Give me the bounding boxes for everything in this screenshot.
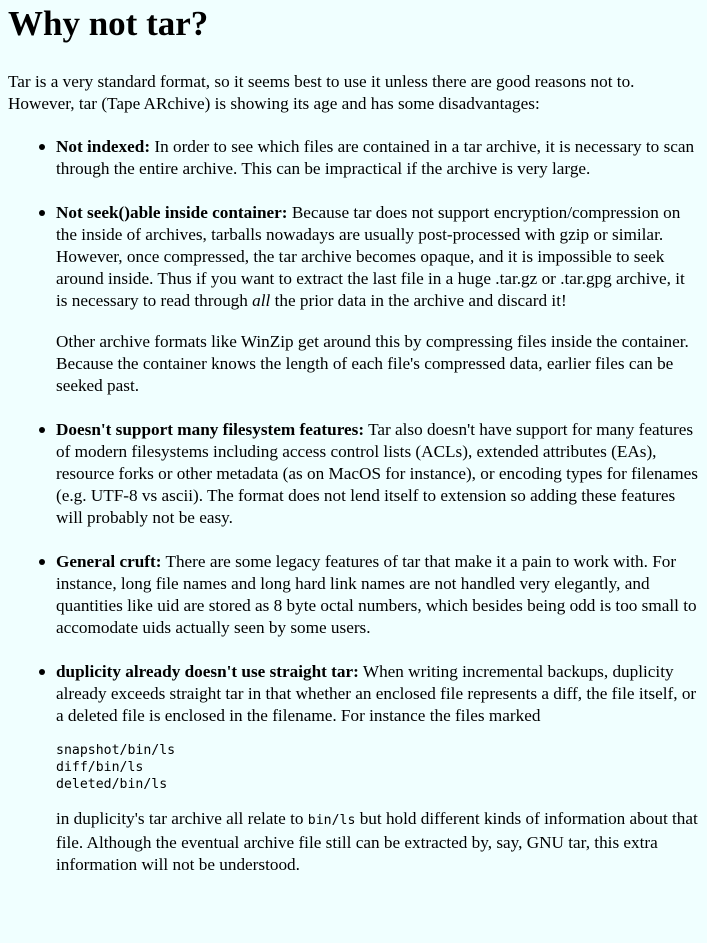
- item-after-code-paragraph: [56, 808, 699, 876]
- item-heading: Not indexed:: [56, 137, 151, 156]
- item-emphasis: all: [252, 291, 271, 310]
- item-heading: Not seek()able inside container:: [56, 203, 288, 222]
- item-text-continued: but hold different kinds of information about that file. Although the eventual archive file still can be extracted by, say, GNU tar, this extra information will not be understood.: [56, 809, 698, 874]
- code-block: snapshot/bin/ls diff/bin/ls deleted/bin/ls: [56, 743, 176, 792]
- item-heading: General cruft:: [56, 552, 162, 571]
- disadvantages-list: [8, 136, 699, 876]
- item-heading: duplicity already doesn't use straight tar:: [56, 662, 359, 681]
- inline-code: bin/ls: [307, 813, 356, 828]
- list-item-not-indexed: [56, 136, 699, 180]
- list-item-filesystem-features: [56, 419, 699, 529]
- item-text: Tar also doesn't have support for many features of modern filesystems including access control lists (ACLs), extended attributes (EAs), resource forks or other metadata (as on MacOS for instance), or encoding types for filenames (e.g. UTF-8 vs ascii). The format does not lend itself to extension so adding these features will probably not be easy.: [56, 420, 698, 527]
- list-item-duplicity-tar: [56, 661, 699, 876]
- item-paragraph: [56, 661, 699, 727]
- item-text: When writing incremental backups, duplicity already exceeds straight tar in that whether an enclosed file represents a diff, the file itself, or a deleted file is enclosed in the filename. For instance the files marked: [56, 662, 697, 725]
- item-paragraph: [56, 136, 699, 180]
- bullet-icon: [39, 144, 45, 150]
- list-item-general-cruft: [56, 551, 699, 639]
- item-paragraph: [56, 551, 699, 639]
- item-second-paragraph: Other archive formats like WinZip get around this by compressing files inside the container. Because the container knows the length of each file's compressed data, earlier files can be seeked past.: [56, 332, 689, 395]
- bullet-icon: [39, 559, 45, 565]
- bullet-icon: [39, 427, 45, 433]
- item-heading: Doesn't support many filesystem features:: [56, 420, 365, 439]
- item-paragraph: [56, 202, 699, 312]
- bullet-icon: [39, 210, 45, 216]
- intro-paragraph: Tar is a very standard format, so it seems best to use it unless there are good reasons not to. However, tar (Tape ARchive) is showing its age and has some disadvantages:: [8, 72, 635, 113]
- page-title: Why not tar?: [8, 4, 209, 43]
- item-text-continued: the prior data in the archive and discard it!: [270, 291, 567, 310]
- item-text: There are some legacy features of tar that make it a pain to work with. For instance, long file names and long hard link names are not handled very elegantly, and quantities like uid are stored as 8 byte octal numbers, which besides being odd is too small to accomodate uids actually seen by some users.: [56, 552, 697, 637]
- item-text: in duplicity's tar archive all relate to: [56, 809, 308, 828]
- item-text: Because tar does not support encryption/compression on the inside of archives, tarballs nowadays are usually post-processed with gzip or similar. However, once compressed, the tar archive becomes opaque, and it is impossible to seek around inside. Thus if you want to extract the last file in a huge .tar.gz or .tar.gpg archive, it is necessary to read through: [56, 203, 685, 310]
- item-text: In order to see which files are contained in a tar archive, it is necessary to scan through the entire archive. This can be impractical if the archive is very large.: [56, 137, 695, 178]
- bullet-icon: [39, 669, 45, 675]
- list-item-not-seekable: [56, 202, 699, 397]
- item-paragraph: [56, 419, 699, 529]
